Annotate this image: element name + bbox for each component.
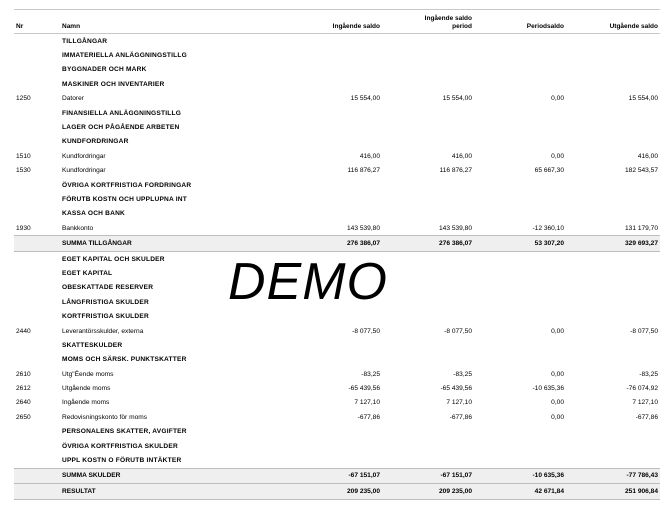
cell-period bbox=[474, 439, 566, 453]
cell-period: -10 635,36 bbox=[474, 468, 566, 483]
cell-nr bbox=[14, 295, 60, 309]
section-row bbox=[14, 192, 660, 206]
cell-period bbox=[474, 295, 566, 309]
cell-opening bbox=[286, 135, 382, 149]
cell-opening-period bbox=[382, 192, 474, 206]
cell-nr bbox=[14, 207, 60, 221]
cell-nr: 2440 bbox=[16, 327, 31, 335]
cell-opening-period bbox=[382, 353, 474, 367]
cell-nr bbox=[14, 251, 60, 266]
account-row bbox=[14, 221, 660, 236]
cell-period: 65 667,30 bbox=[534, 167, 564, 175]
cell-closing: -76 074,92 bbox=[626, 385, 658, 393]
cell-opening-period: -677,86 bbox=[449, 413, 472, 421]
cell-nr: 2650 bbox=[16, 413, 31, 421]
section-row bbox=[14, 425, 660, 439]
cell-closing bbox=[566, 63, 660, 77]
cell-opening: 7 127,10 bbox=[354, 399, 380, 407]
account-row bbox=[14, 92, 660, 106]
cell-opening-period bbox=[382, 295, 474, 309]
col-header-opening-period-line2: period bbox=[452, 23, 472, 30]
cell-nr: 1530 bbox=[16, 167, 31, 175]
cell-opening-period bbox=[382, 120, 474, 134]
section-row bbox=[14, 178, 660, 192]
cell-opening-period: 209 235,00 bbox=[382, 484, 474, 499]
section-row bbox=[14, 34, 660, 49]
section-row bbox=[14, 207, 660, 221]
cell-period: 53 307,20 bbox=[474, 236, 566, 251]
cell-opening bbox=[286, 77, 382, 91]
cell-closing: -77 786,43 bbox=[566, 468, 660, 483]
cell-nr bbox=[14, 468, 60, 483]
cell-period: 0,00 bbox=[551, 95, 564, 103]
cell-period: 42 671,84 bbox=[474, 484, 566, 499]
cell-name: Ingående moms bbox=[62, 399, 110, 407]
cell-period bbox=[474, 48, 566, 62]
cell-period bbox=[474, 251, 566, 266]
cell-period bbox=[474, 338, 566, 352]
cell-closing bbox=[566, 353, 660, 367]
cell-period: 0,00 bbox=[551, 327, 564, 335]
cell-opening bbox=[286, 338, 382, 352]
cell-period: -10 635,36 bbox=[532, 385, 564, 393]
cell-closing bbox=[566, 281, 660, 295]
cell-name: EGET KAPITAL bbox=[62, 269, 113, 277]
cell-opening: 416,00 bbox=[359, 152, 380, 160]
cell-opening-period bbox=[382, 207, 474, 221]
cell-closing bbox=[566, 266, 660, 280]
cell-name: ÖVRIGA KORTFRISTIGA SKULDER bbox=[62, 442, 178, 450]
cell-nr: 2612 bbox=[16, 385, 31, 393]
cell-opening bbox=[286, 453, 382, 468]
cell-closing bbox=[566, 453, 660, 468]
cell-opening: -677,86 bbox=[357, 413, 380, 421]
cell-closing: -677,86 bbox=[635, 413, 658, 421]
cell-period: 0,00 bbox=[551, 370, 564, 378]
cell-closing: -8 077,50 bbox=[630, 327, 658, 335]
cell-nr bbox=[14, 48, 60, 62]
cell-name: KASSA OCH BANK bbox=[62, 210, 125, 218]
section-row bbox=[14, 77, 660, 91]
cell-closing bbox=[566, 425, 660, 439]
cell-opening-period: -83,25 bbox=[453, 370, 472, 378]
cell-name: MASKINER OCH INVENTARIER bbox=[62, 80, 165, 88]
section-row bbox=[14, 120, 660, 134]
account-row bbox=[14, 396, 660, 410]
cell-period bbox=[474, 106, 566, 120]
cell-closing bbox=[566, 309, 660, 323]
cell-period bbox=[474, 266, 566, 280]
cell-opening bbox=[286, 425, 382, 439]
cell-nr bbox=[14, 135, 60, 149]
cell-opening-period: 15 554,00 bbox=[442, 95, 472, 103]
cell-closing bbox=[566, 192, 660, 206]
cell-name: KUNDFORDRINGAR bbox=[62, 138, 129, 146]
sum-row bbox=[14, 236, 660, 251]
cell-period bbox=[474, 120, 566, 134]
cell-opening-period bbox=[382, 266, 474, 280]
cell-opening bbox=[286, 353, 382, 367]
cell-nr bbox=[14, 425, 60, 439]
cell-nr bbox=[14, 453, 60, 468]
cell-name: Bankkonto bbox=[62, 224, 94, 232]
cell-period bbox=[474, 353, 566, 367]
cell-opening bbox=[286, 207, 382, 221]
cell-closing bbox=[566, 77, 660, 91]
cell-name: FÖRUTB KOSTN OCH UPPLUPNA INT bbox=[62, 195, 187, 203]
section-row bbox=[14, 353, 660, 367]
cell-period bbox=[474, 309, 566, 323]
cell-nr: 2640 bbox=[16, 399, 31, 407]
cell-closing bbox=[566, 34, 660, 49]
section-row bbox=[14, 453, 660, 468]
cell-opening-period: 416,00 bbox=[451, 152, 472, 160]
cell-period bbox=[474, 34, 566, 49]
cell-closing: 15 554,00 bbox=[628, 95, 658, 103]
demo-watermark: DEMO bbox=[228, 253, 388, 311]
cell-period bbox=[474, 207, 566, 221]
cell-opening-period: -8 077,50 bbox=[444, 327, 472, 335]
cell-opening-period bbox=[382, 77, 474, 91]
col-header-name: Namn bbox=[62, 23, 81, 30]
cell-period: 0,00 bbox=[551, 413, 564, 421]
cell-opening: 143 539,80 bbox=[346, 224, 380, 232]
cell-opening-period bbox=[382, 63, 474, 77]
cell-opening-period bbox=[382, 34, 474, 49]
col-header-opening: Ingående saldo bbox=[332, 23, 380, 30]
cell-closing: 7 127,10 bbox=[632, 399, 658, 407]
cell-closing: -83,25 bbox=[639, 370, 658, 378]
sum-row bbox=[14, 468, 660, 483]
cell-nr: 2610 bbox=[16, 370, 31, 378]
cell-opening bbox=[286, 439, 382, 453]
cell-opening: 116 876,27 bbox=[347, 167, 380, 175]
cell-name: Datorer bbox=[62, 95, 84, 103]
cell-name: Redovisningskonto för moms bbox=[62, 413, 148, 421]
cell-name: BYGGNADER OCH MARK bbox=[62, 66, 147, 74]
cell-name: Kundfordringar bbox=[62, 152, 106, 160]
cell-opening bbox=[286, 120, 382, 134]
cell-nr bbox=[14, 178, 60, 192]
cell-opening bbox=[286, 192, 382, 206]
cell-opening-period: -67 151,07 bbox=[382, 468, 474, 483]
section-row bbox=[14, 338, 660, 352]
cell-opening bbox=[286, 178, 382, 192]
cell-period: 0,00 bbox=[551, 152, 564, 160]
cell-opening-period bbox=[382, 439, 474, 453]
cell-opening-period: -65 439,56 bbox=[440, 385, 472, 393]
cell-nr bbox=[14, 120, 60, 134]
cell-closing bbox=[566, 48, 660, 62]
cell-name: IMMATERIELLA ANLÄGGNINGSTILLG bbox=[62, 52, 187, 60]
section-row bbox=[14, 63, 660, 77]
cell-opening bbox=[286, 34, 382, 49]
cell-period bbox=[474, 281, 566, 295]
cell-closing bbox=[566, 338, 660, 352]
cell-closing: 329 693,27 bbox=[566, 236, 660, 251]
cell-nr bbox=[14, 236, 60, 251]
cell-opening: -8 077,50 bbox=[352, 327, 380, 335]
cell-nr bbox=[14, 77, 60, 91]
cell-period bbox=[474, 178, 566, 192]
cell-opening: -67 151,07 bbox=[286, 468, 382, 483]
cell-opening-period bbox=[382, 453, 474, 468]
col-header-closing: Utgående saldo bbox=[609, 23, 658, 30]
cell-opening-period bbox=[382, 425, 474, 439]
cell-closing bbox=[566, 135, 660, 149]
cell-closing bbox=[566, 251, 660, 266]
cell-period bbox=[474, 192, 566, 206]
cell-closing bbox=[566, 295, 660, 309]
section-row bbox=[14, 106, 660, 120]
cell-closing bbox=[566, 120, 660, 134]
cell-period bbox=[474, 77, 566, 91]
cell-nr bbox=[14, 63, 60, 77]
account-row bbox=[14, 367, 660, 381]
cell-closing: 131 179,70 bbox=[624, 224, 658, 232]
cell-name: RESULTAT bbox=[60, 484, 286, 499]
cell-opening-period bbox=[382, 106, 474, 120]
cell-period bbox=[474, 63, 566, 77]
cell-opening-period bbox=[382, 135, 474, 149]
cell-opening-period: 143 539,80 bbox=[438, 224, 472, 232]
cell-opening-period bbox=[382, 48, 474, 62]
cell-name: UPPL KOSTN O FÖRUTB INTÄKTER bbox=[62, 457, 182, 465]
cell-closing bbox=[566, 106, 660, 120]
cell-nr bbox=[14, 266, 60, 280]
cell-nr bbox=[14, 34, 60, 49]
cell-name: SUMMA TILLGÅNGAR bbox=[60, 236, 286, 251]
cell-closing: 182 543,57 bbox=[624, 167, 658, 175]
cell-opening: 276 386,07 bbox=[286, 236, 382, 251]
cell-period bbox=[474, 135, 566, 149]
cell-period: 0,00 bbox=[551, 399, 564, 407]
cell-opening-period bbox=[382, 281, 474, 295]
cell-opening bbox=[286, 48, 382, 62]
cell-opening-period: 7 127,10 bbox=[446, 399, 472, 407]
cell-opening-period: 116 876,27 bbox=[439, 167, 472, 175]
section-row bbox=[14, 439, 660, 453]
cell-period bbox=[474, 453, 566, 468]
cell-closing: 416,00 bbox=[637, 152, 658, 160]
section-row bbox=[14, 135, 660, 149]
cell-nr bbox=[14, 484, 60, 499]
cell-name: Utgående moms bbox=[62, 385, 111, 393]
cell-opening-period: 276 386,07 bbox=[382, 236, 474, 251]
cell-nr bbox=[14, 106, 60, 120]
account-row bbox=[14, 149, 660, 163]
cell-nr bbox=[14, 281, 60, 295]
sum-row bbox=[14, 484, 660, 499]
col-header-nr: Nr bbox=[16, 23, 24, 30]
cell-opening bbox=[286, 106, 382, 120]
cell-nr bbox=[14, 309, 60, 323]
col-header-opening-period bbox=[382, 10, 474, 34]
cell-opening: 209 235,00 bbox=[286, 484, 382, 499]
cell-name: SUMMA SKULDER bbox=[60, 468, 286, 483]
cell-nr: 1510 bbox=[16, 152, 31, 160]
cell-name: LÅNGFRISTIGA SKULDER bbox=[62, 298, 149, 306]
cell-closing bbox=[566, 178, 660, 192]
cell-nr bbox=[14, 353, 60, 367]
account-row bbox=[14, 381, 660, 395]
cell-opening-period bbox=[382, 338, 474, 352]
cell-name: Kundfordringar bbox=[62, 167, 106, 175]
account-row bbox=[14, 164, 660, 178]
section-row bbox=[14, 48, 660, 62]
cell-closing bbox=[566, 207, 660, 221]
cell-opening: 15 554,00 bbox=[350, 95, 380, 103]
cell-nr bbox=[14, 439, 60, 453]
cell-name: Utg"Ëende moms bbox=[62, 370, 114, 378]
cell-period bbox=[474, 425, 566, 439]
account-row bbox=[14, 410, 660, 424]
cell-closing: 251 906,84 bbox=[566, 484, 660, 499]
cell-nr: 1930 bbox=[16, 224, 31, 232]
cell-name: KORTFRISTIGA SKULDER bbox=[62, 313, 149, 321]
cell-name: EGET KAPITAL OCH SKULDER bbox=[62, 255, 165, 263]
cell-name: FINANSIELLA ANLÄGGNINGSTILLG bbox=[62, 109, 182, 117]
cell-closing bbox=[566, 439, 660, 453]
cell-name: PERSONALENS SKATTER, AVGIFTER bbox=[62, 428, 187, 436]
cell-name: OBESKATTADE RESERVER bbox=[62, 284, 154, 292]
col-header-period: Periodsaldo bbox=[526, 23, 564, 30]
cell-nr: 1250 bbox=[16, 95, 31, 103]
col-header-opening-period-line1: Ingående saldo bbox=[424, 15, 472, 22]
cell-opening bbox=[286, 63, 382, 77]
cell-name: TILLGÅNGAR bbox=[62, 37, 108, 45]
cell-opening-period bbox=[382, 178, 474, 192]
cell-name: SKATTESKULDER bbox=[62, 341, 123, 349]
cell-name: LAGER OCH PÅGÅENDE ARBETEN bbox=[62, 124, 180, 132]
cell-nr bbox=[14, 338, 60, 352]
cell-opening-period bbox=[382, 251, 474, 266]
cell-nr bbox=[14, 192, 60, 206]
cell-period: -12 360,10 bbox=[532, 224, 564, 232]
cell-opening: -83,25 bbox=[361, 370, 380, 378]
account-row bbox=[14, 324, 660, 338]
cell-name: MOMS OCH SÄRSK. PUNKTSKATTER bbox=[62, 356, 187, 364]
cell-name: ÖVRIGA KORTFRISTIGA FORDRINGAR bbox=[62, 181, 192, 189]
header-row bbox=[14, 10, 660, 34]
cell-name: Leverantörsskulder, externa bbox=[62, 327, 144, 335]
cell-opening: -65 439,56 bbox=[348, 385, 380, 393]
cell-opening-period bbox=[382, 309, 474, 323]
